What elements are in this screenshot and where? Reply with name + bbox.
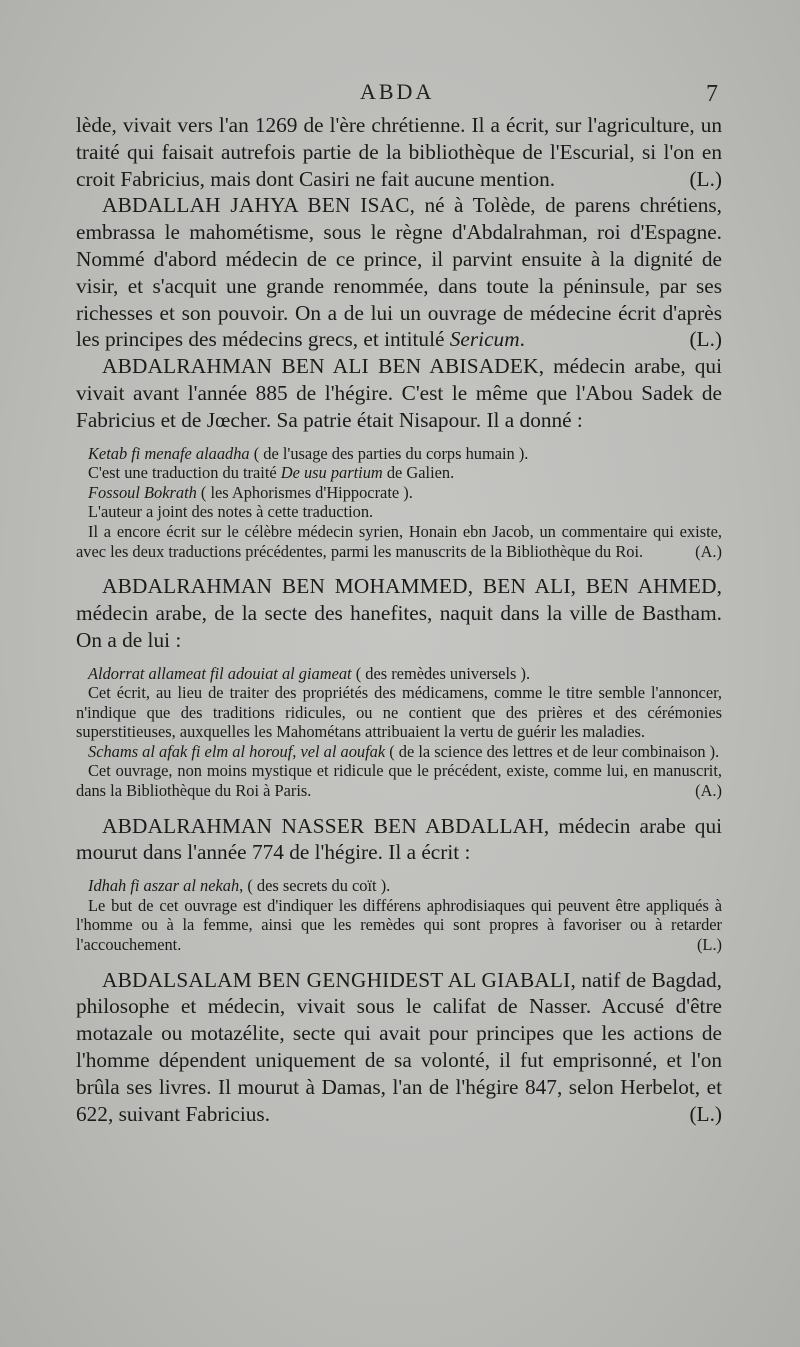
entry-signature: (A.) — [695, 781, 722, 801]
work-line — [76, 444, 722, 464]
work-desc: ( de la science des lettres et de leur combinaison ). — [385, 741, 720, 761]
entry-headword: ABDALLAH JAHYA BEN ISAC — [102, 193, 410, 218]
work-title: Schams al afak fi elm al horouf, vel al aoufak — [88, 741, 386, 761]
entry-abdallah — [76, 192, 722, 353]
entry-text-end: . — [519, 327, 525, 352]
work-note: L'auteur a joint des notes à cette traduction. — [88, 502, 374, 522]
entry-text: , natif de Bagdad, philosophe et médecin, vivait sous le califat de Nasser. Accusé d'être motazale ou motazélite, secte qui avait pour principes que les actions de l'homme dépendent uniquement de sa volonté, il fut emprisonné, et l'on brûla ses livres. Il mourut à Damas, l'an de l'hégire 847, selon Herbelot, et 622, suivant Fabricius. — [76, 967, 722, 1126]
entry-abdalrahman-mohammed — [76, 573, 722, 653]
entry-text: , médecin arabe qui mourut dans l'année 774 de l'hégire. Il a écrit : — [76, 813, 723, 865]
page-number: 7 — [706, 81, 718, 107]
work-note-text: Cet ouvrage, non moins mystique et ridicule que le précédent, existe, comme lui, en manuscrit, dans la Bibliothèque du Roi à Paris. — [76, 761, 722, 801]
work-line — [76, 742, 722, 762]
work-note-text: de Galien. — [382, 463, 455, 483]
entry-abdalrahman-ali — [76, 353, 722, 433]
work-title: Sericum — [449, 327, 520, 352]
entry-headword: ABDALRAHMAN NASSER BEN ABDALLAH — [102, 813, 544, 838]
work-title: Fossoul Bokrath — [88, 482, 197, 502]
work-desc: ( les Aphorismes d'Hippocrate ). — [196, 482, 413, 502]
work-desc: , ( des secrets du coït ). — [239, 876, 391, 896]
work-line — [76, 483, 722, 503]
work-title: De usu partium — [280, 463, 383, 483]
entry-text: , né à Tolède, de parens chrétiens, embrassa le mahométisme, sous le règne d'Abdalrahman, roi d'Espagne. Nommé d'abord médecin de ce prince, il parvint ensuite à la dignité de visir, et s'acquit une grande renommée, dans toute la péninsule, par ses richesses et son pouvoir. On a de lui un ouvrage de médecine écrit d'après les principes des médecins grecs, et intitulé — [76, 193, 722, 352]
work-note-text: Le but de cet ouvrage est d'indiquer les différens aphrodisiaques qui peuvent être appliqués à l'homme ou à la femme, ainsi que les remèdes qui sont propres à favoriser ou à retarder l'accouchement. — [76, 895, 722, 955]
work-line — [76, 876, 722, 896]
work-note — [76, 522, 722, 561]
work-note-text: C'est une traduction du traité — [88, 463, 281, 483]
intro-paragraph — [76, 112, 722, 192]
running-head: ABDA — [360, 79, 435, 104]
work-line — [76, 664, 722, 684]
work-note — [76, 463, 722, 483]
entry-headword: ABDALRAHMAN BEN ALI BEN ABISADEK — [102, 354, 539, 379]
work-note: Cet écrit, au lieu de traiter des propriétés des médicamens, comme le titre semble l'annoncer, n'indique que des traditions ridicules, ou ne contient que des prières et des cérémonies superstitieuses, auxquelles les Mahométans attribuaient la vertu de guérir les maladies. — [76, 683, 722, 742]
entry-signature: (L.) — [689, 327, 722, 352]
work-note — [76, 761, 722, 800]
entry-signature: (A.) — [695, 541, 722, 561]
work-title: Idhah fi aszar al nekah — [88, 876, 240, 896]
work-desc: ( de l'usage des parties du corps humain ). — [249, 443, 529, 463]
entry-text: , médecin arabe, de la secte des hanefites, naquit dans la ville de Bastham. On a de lui : — [76, 574, 722, 652]
work-title: Ketab fi menafe alaadha — [88, 443, 250, 463]
entry-abdalrahman-nasser — [76, 813, 722, 867]
work-note — [76, 896, 722, 955]
text-block — [76, 112, 722, 1127]
intro-text: lède, vivait vers l'an 1269 de l'ère chrétienne. Il a écrit, sur l'agriculture, un traité qui faisait autrefois partie de la bibliothèque de l'Escurial, si l'on en croit Fabricius, mais dont Casiri ne fait aucune mention. — [76, 113, 722, 191]
entry-signature: (L.) — [689, 1101, 722, 1126]
entry-headword: ABDALRAHMAN BEN MOHAMMED, BEN ALI, BEN AHMED — [102, 574, 717, 599]
entry-text: , médecin arabe, qui vivait avant l'année 885 de l'hégire. C'est le même que l'Abou Sadek de Fabricius et de Jœcher. Sa patrie était Nisapour. Il a donné : — [76, 354, 722, 432]
intro-signature: (L.) — [689, 166, 722, 191]
page-header — [0, 79, 800, 109]
work-note-text: Il a encore écrit sur le célèbre médecin syrien, Honain ebn Jacob, un commentaire qui existe, avec les deux traductions précédentes, parmi les manuscrits de la Bibliothèque du Roi. — [76, 521, 722, 561]
entry-abdalsalam — [76, 967, 722, 1128]
entry-signature: (L.) — [696, 935, 722, 955]
work-title: Aldorrat allameat fil adouiat al giameat — [88, 663, 352, 683]
work-desc: ( des remèdes universels ). — [351, 663, 531, 683]
entry-headword: ABDALSALAM BEN GENGHIDEST AL GIABALI — [102, 967, 571, 992]
